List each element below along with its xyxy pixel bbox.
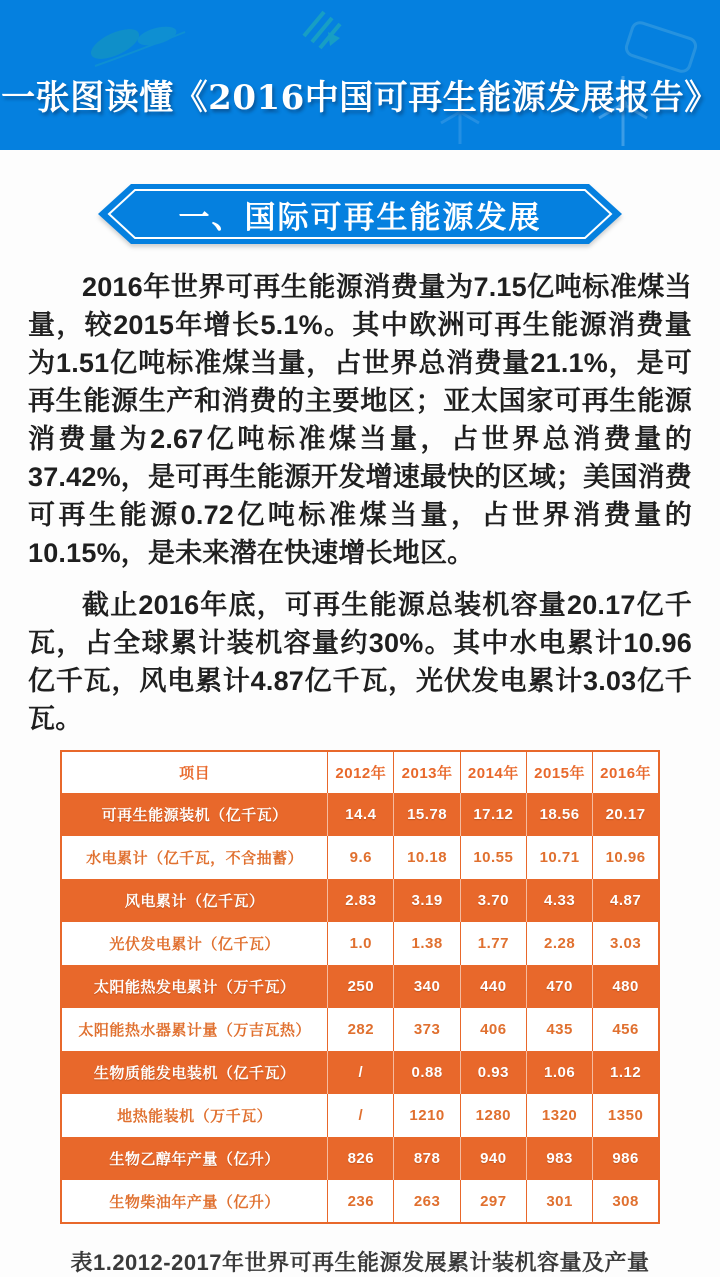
- table-cell: 1.06: [526, 1051, 592, 1094]
- table-cell: /: [328, 1094, 394, 1137]
- table-cell: 10.18: [394, 836, 460, 879]
- table-cell: 297: [460, 1180, 526, 1223]
- row-label: 太阳能热水器累计量（万吉瓦热）: [61, 1008, 328, 1051]
- row-label: 风电累计（亿千瓦）: [61, 879, 328, 922]
- table-cell: 440: [460, 965, 526, 1008]
- paragraph-installed-capacity: 截止2016年底，可再生能源总装机容量20.17亿千瓦，占全球累计装机容量约30%。其中水电累计10.96亿千瓦，风电累计4.87亿千瓦，光伏发电累计3.03亿千瓦。: [28, 590, 692, 734]
- table-row: [61, 793, 659, 836]
- table-cell: 435: [526, 1008, 592, 1051]
- page-title: 一张图读懂《2016中国可再生能源发展报告》: [1, 78, 719, 118]
- paragraph-world-consumption: 2016年世界可再生能源消费量为7.15亿吨标准煤当量，较2015年增长5.1%。其中欧洲可再生能源消费量为1.51亿吨标准煤当量，占世界总消费量21.1%，是可再生能源生产和消费的主要地区；亚太国家可再生能源消费量为2.67亿吨标准煤当量，占世界总消费量的37.42%，是可再生能源开发增速最快的区域；美国消费可再生能源0.72亿吨标准煤当量，占世界消费量的10.15%，是未来潜在快速增长地区。: [28, 272, 692, 568]
- table-cell: 1350: [593, 1094, 659, 1137]
- row-label: 水电累计（亿千瓦，不含抽蓄）: [61, 836, 328, 879]
- table-cell: 2.83: [328, 879, 394, 922]
- table-cell: 470: [526, 965, 592, 1008]
- table-row: [61, 1051, 659, 1094]
- table-cell: /: [328, 1051, 394, 1094]
- table-cell: 282: [328, 1008, 394, 1051]
- section-banner: [98, 184, 622, 244]
- table-row: [61, 879, 659, 922]
- col-header-year: 2013年: [394, 751, 460, 793]
- table-cell: 10.71: [526, 836, 592, 879]
- table-cell: 1320: [526, 1094, 592, 1137]
- table-row: [61, 1180, 659, 1223]
- table-cell: 263: [394, 1180, 460, 1223]
- table-cell: 10.96: [593, 836, 659, 879]
- table-cell: 878: [394, 1137, 460, 1180]
- table-cell: 986: [593, 1137, 659, 1180]
- table-caption: 表1.2012-2017年世界可再生能源发展累计装机容量及产量: [70, 1250, 650, 1275]
- table-cell: 983: [526, 1137, 592, 1180]
- table-cell: 1.0: [328, 922, 394, 965]
- table-cell: 0.88: [394, 1051, 460, 1094]
- table-cell: 14.4: [328, 793, 394, 836]
- table-row: [61, 1137, 659, 1180]
- table-row: [61, 836, 659, 879]
- row-label: 太阳能热发电累计（万千瓦）: [61, 965, 328, 1008]
- table-cell: 340: [394, 965, 460, 1008]
- table-cell: 4.33: [526, 879, 592, 922]
- table-cell: 10.55: [460, 836, 526, 879]
- row-label: 生物柴油年产量（亿升）: [61, 1180, 328, 1223]
- table-row: [61, 1094, 659, 1137]
- table-cell: 456: [593, 1008, 659, 1051]
- table-row: [61, 922, 659, 965]
- table-cell: 3.70: [460, 879, 526, 922]
- col-header-item: 项目: [61, 751, 328, 793]
- table-cell: 9.6: [328, 836, 394, 879]
- col-header-year: 2012年: [328, 751, 394, 793]
- table-row: [61, 965, 659, 1008]
- table-cell: 17.12: [460, 793, 526, 836]
- page-header: [0, 0, 720, 150]
- table-cell: 301: [526, 1180, 592, 1223]
- table-cell: 1210: [394, 1094, 460, 1137]
- table-cell: 4.87: [593, 879, 659, 922]
- table-cell: 1.38: [394, 922, 460, 965]
- table-cell: 20.17: [593, 793, 659, 836]
- table-cell: 236: [328, 1180, 394, 1223]
- col-header-year: 2014年: [460, 751, 526, 793]
- row-label: 光伏发电累计（亿千瓦）: [61, 922, 328, 965]
- table-cell: 0.93: [460, 1051, 526, 1094]
- table-cell: 250: [328, 965, 394, 1008]
- section-title: 一、国际可再生能源发展: [178, 199, 542, 235]
- table-cell: 2.28: [526, 922, 592, 965]
- col-header-year: 2016年: [593, 751, 659, 793]
- row-label: 地热能装机（万千瓦）: [61, 1094, 328, 1137]
- data-table: [60, 750, 660, 1224]
- table-row: [61, 1008, 659, 1051]
- table-cell: 940: [460, 1137, 526, 1180]
- table-cell: 15.78: [394, 793, 460, 836]
- table-cell: 1.12: [593, 1051, 659, 1094]
- table-cell: 373: [394, 1008, 460, 1051]
- row-label: 可再生能源装机（亿千瓦）: [61, 793, 328, 836]
- table-body: [61, 793, 659, 1223]
- table-cell: 3.19: [394, 879, 460, 922]
- table-cell: 1.77: [460, 922, 526, 965]
- table-cell: 18.56: [526, 793, 592, 836]
- table-cell: 1280: [460, 1094, 526, 1137]
- table-cell: 308: [593, 1180, 659, 1223]
- table-cell: 826: [328, 1137, 394, 1180]
- article-body: [0, 268, 720, 1277]
- table-cell: 3.03: [593, 922, 659, 965]
- col-header-year: 2015年: [526, 751, 592, 793]
- table-cell: 480: [593, 965, 659, 1008]
- table-header-row: [61, 751, 659, 793]
- row-label: 生物质能发电装机（亿千瓦）: [61, 1051, 328, 1094]
- table-cell: 406: [460, 1008, 526, 1051]
- row-label: 生物乙醇年产量（亿升）: [61, 1137, 328, 1180]
